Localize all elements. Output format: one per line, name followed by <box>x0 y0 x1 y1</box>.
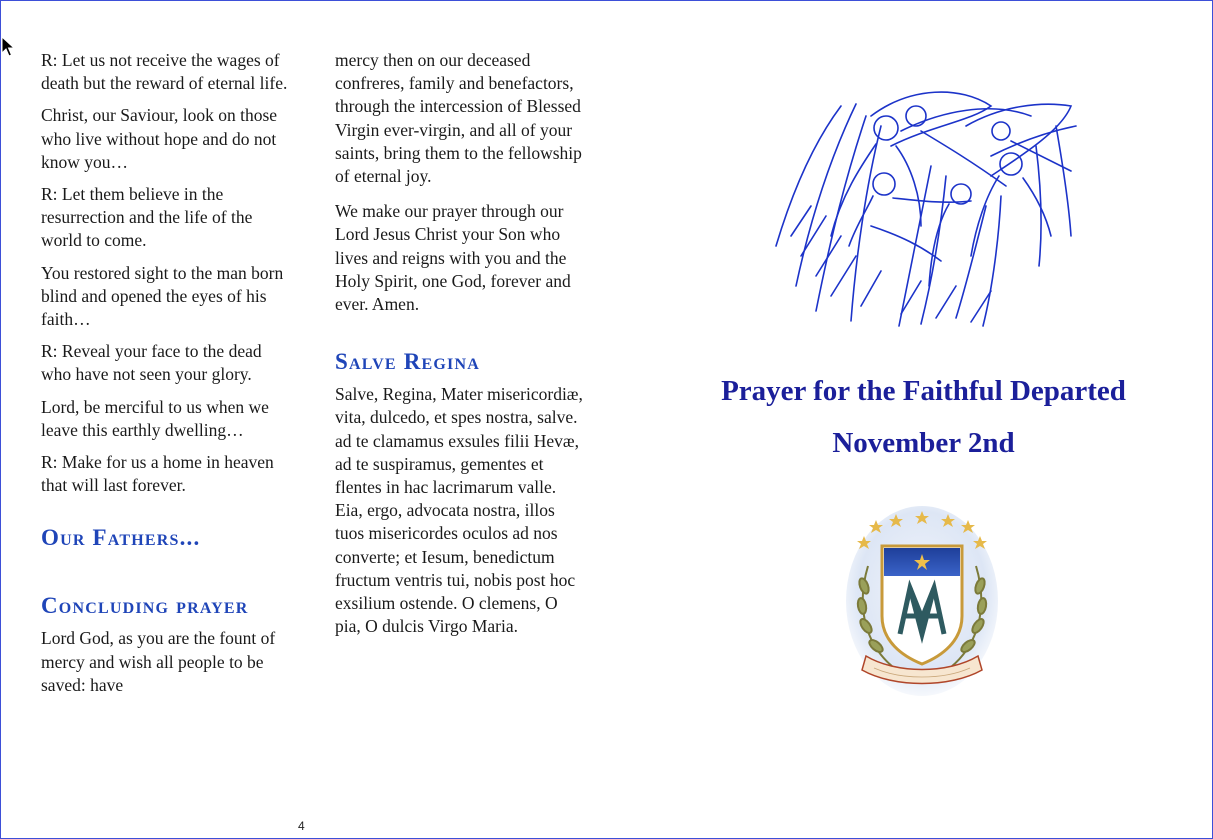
litany-line-6: Lord, be merciful to us when we leave this earthly dwelling… <box>41 396 269 440</box>
angels-illustration-icon <box>771 86 1081 331</box>
middle-column <box>335 49 585 647</box>
concluding-prayer-closing: We make our prayer through our Lord Jesus Christ your Son who lives and reigns with you and the Holy Spirit, one God, forever and ever. Amen. <box>335 201 571 315</box>
page-number: 4 <box>298 819 305 833</box>
mouse-pointer-icon <box>1 36 15 58</box>
litany-line-2: Christ, our Saviour, look on those who live without hope and do not know you… <box>41 105 278 172</box>
marist-crest-icon <box>846 506 998 701</box>
left-column <box>41 49 291 706</box>
salve-regina-text: Salve, Regina, Mater misericordiæ, vita, dulcedo, et spes nostra, salve. ad te clamamus exsules filii Hevæ, ad te suspiramus, gementes et flentes in hac lacrimarum valle. Eia, ergo, advocata nostra, illos tuos misericordes oculos ad nos converte; et Iesum, benedictum fructum ventris tui, nobis post hoc exsilium ostende. O clemens, O pia, O dulcis Virgo Maria. <box>335 384 583 637</box>
cover-date: November 2nd <box>832 427 1015 459</box>
concluding-prayer-text: Lord God, as you are the fount of mercy and wish all people to be saved: have <box>41 628 276 695</box>
heading-our-fathers: Our Fathers... <box>41 525 201 551</box>
litany-line-1: R: Let us not receive the wages of death but the reward of eternal life. <box>41 50 288 94</box>
litany-line-3: R: Let them believe in the resurrection and the life of the world to come. <box>41 184 253 251</box>
litany-line-4: You restored sight to the man born blind and opened the eyes of his faith… <box>41 262 284 330</box>
cover-title: Prayer for the Faithful Departed <box>721 375 1126 407</box>
litany-line-7: R: Make for us a home in heaven that will last forever. <box>41 452 274 496</box>
concluding-prayer-continuation: mercy then on our deceased confreres, family and benefactors, through the intercession of Blessed Virgin ever-virgin, and all of your saints, bring them to the fellowship of eternal joy. <box>335 50 582 187</box>
heading-concluding-prayer: Concluding prayer <box>41 593 249 619</box>
heading-salve-regina: Salve Regina <box>335 349 480 375</box>
litany-line-5: R: Reveal your face to the dead who have not seen your glory. <box>41 341 262 385</box>
